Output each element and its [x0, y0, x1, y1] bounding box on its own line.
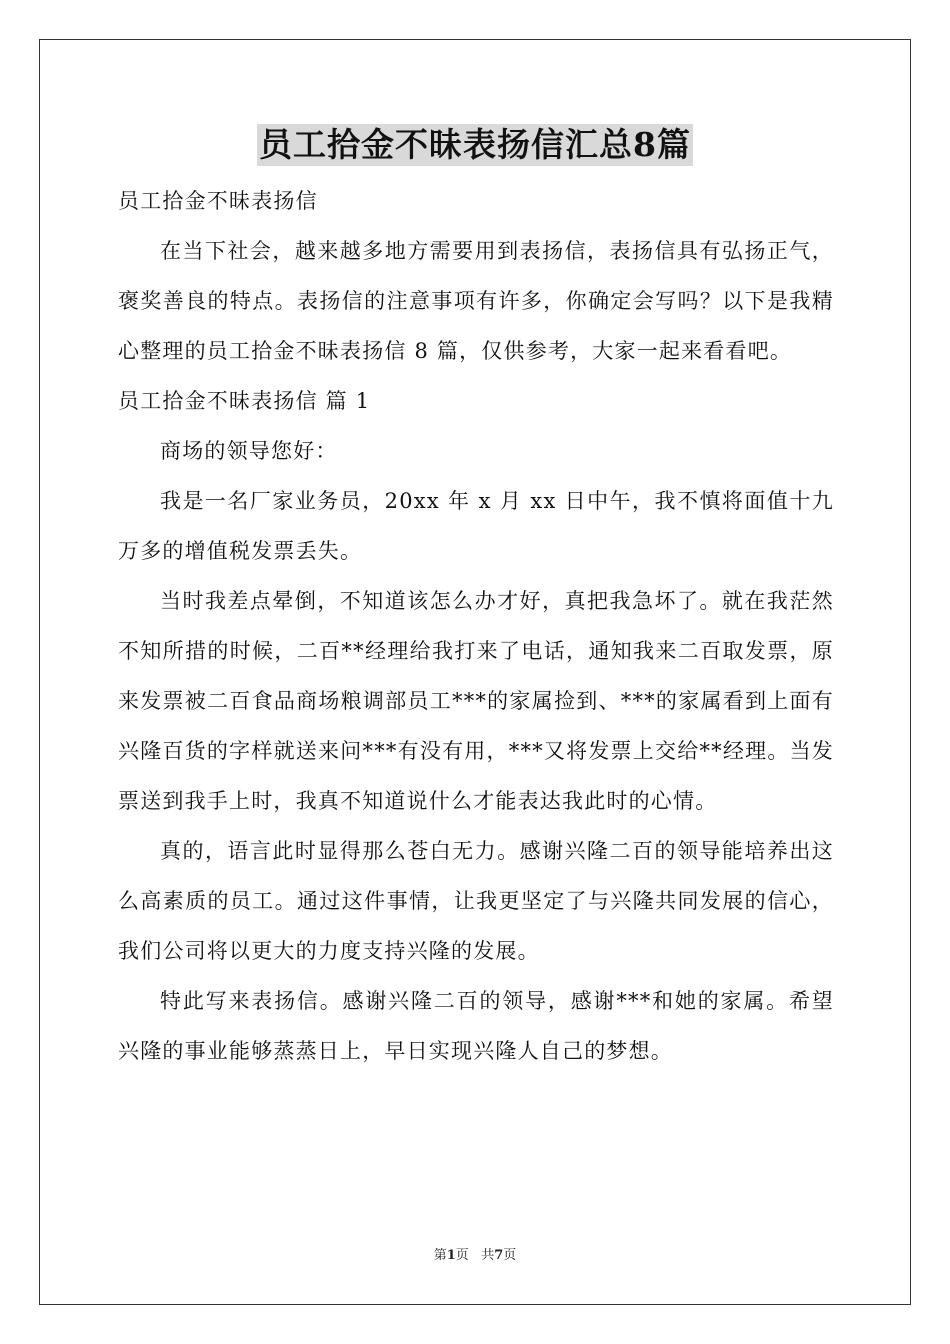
paragraph-body: 我是一名厂家业务员，20xx 年 x 月 xx 日中午，我不慎将面值十九万多的增值税发票丢失。 [118, 489, 834, 563]
paragraph-intro: 在当下社会，越来越多地方需要用到表扬信，表扬信具有弘扬正气，褒奖善良的特点。表扬信的注意事项有许多，你确定会写吗？以下是我精心整理的员工拾金不昧表扬信 8 篇，仅供参考，大家一起来看看吧。 [118, 239, 834, 363]
document-body [118, 176, 834, 1076]
title-container [0, 124, 950, 166]
paragraph-subtitle: 员工拾金不昧表扬信 [118, 189, 318, 213]
paragraph-body: 当时我差点晕倒，不知道该怎么办才好，真把我急坏了。就在我茫然不知所措的时候，二百**经理给我打来了电话，通知我来二百取发票，原来发票被二百食品商场粮调部员工***的家属捡到、***的家属看到上面有兴隆百货的字样就送来问***有没有用，***又将发票上交给**经理。当发票送到我手上时，我真不知道说什么才能表达我此时的心情。 [118, 589, 834, 813]
paragraph-closing: 特此写来表扬信。感谢兴隆二百的领导，感谢***和她的家属。希望兴隆的事业能够蒸蒸日上，早日实现兴隆人自己的梦想。 [118, 989, 834, 1063]
page-number: 1 [446, 1248, 456, 1263]
total-pages: 7 [494, 1248, 504, 1263]
total-suffix: 页 [503, 1248, 517, 1263]
page-prefix: 第 [433, 1248, 447, 1263]
document-title: 员工拾金不昧表扬信汇总8篇 [259, 125, 691, 164]
paragraph-body: 真的，语言此时显得那么苍白无力。感谢兴隆二百的领导能培养出这么高素质的员工。通过这件事情，让我更坚定了与兴隆共同发展的信心，我们公司将以更大的力度支持兴隆的发展。 [118, 839, 834, 963]
total-prefix: 共 [481, 1248, 495, 1263]
page-suffix: 页 [455, 1248, 469, 1263]
page-footer [0, 1247, 950, 1265]
paragraph-salutation: 商场的领导您好： [160, 439, 338, 463]
section-heading: 员工拾金不昧表扬信 篇 1 [118, 389, 371, 413]
